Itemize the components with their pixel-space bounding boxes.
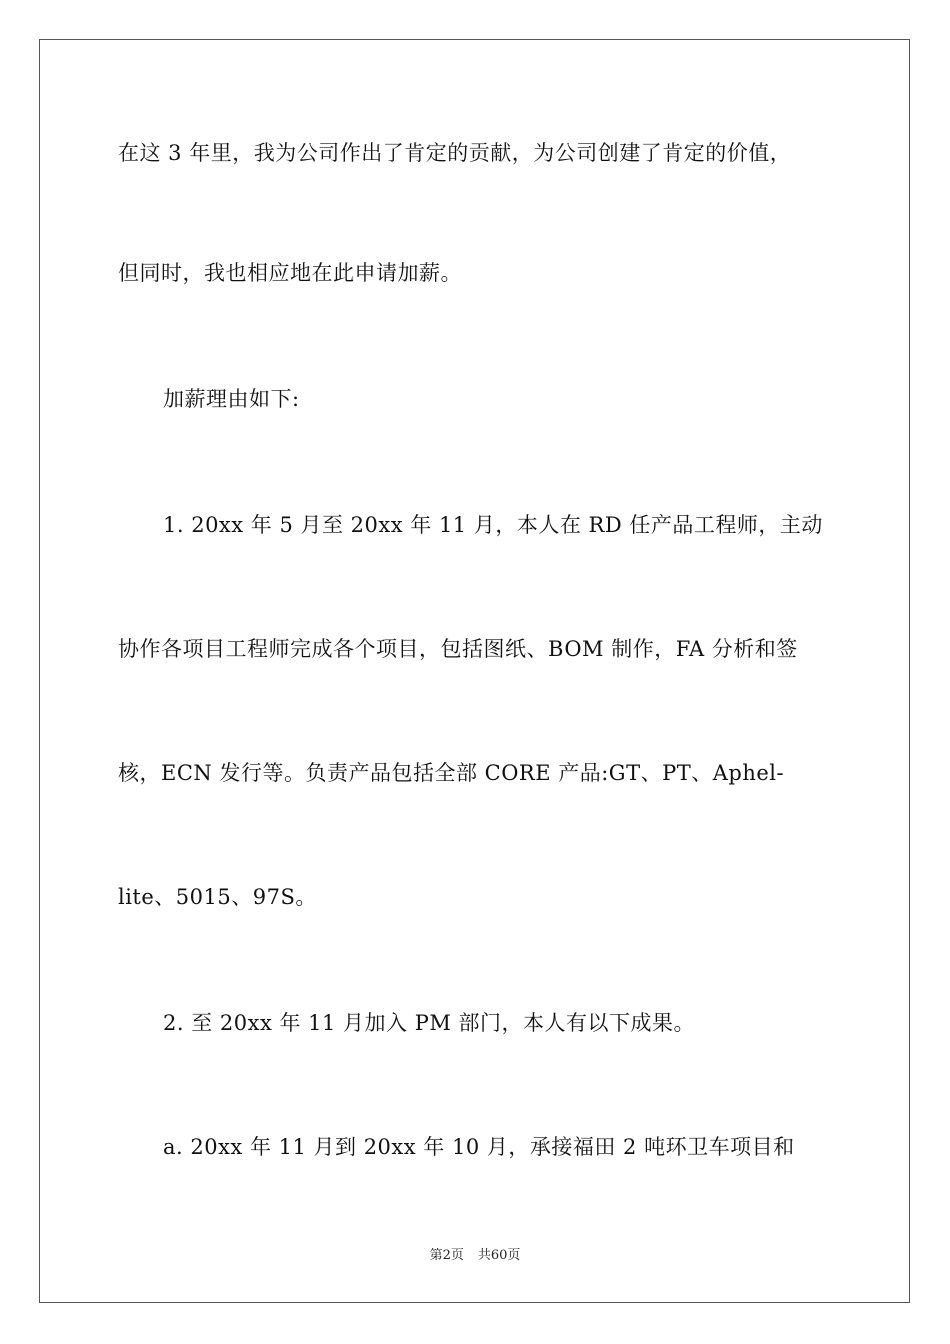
text-line-4: 1. 20xx 年 5 月至 20xx 年 11 月，本人在 RD 任产品工程师，主动 (163, 513, 823, 537)
text-line-8: 2. 至 20xx 年 11 月加入 PM 部门，本人有以下成果。 (163, 1011, 696, 1035)
page-footer (0, 1247, 950, 1265)
text-line-5: 协作各项目工程师完成各个项目，包括图纸、BOM 制作，FA 分析和签 (118, 637, 798, 661)
page-border (39, 39, 910, 1303)
page-number: 第2页 (429, 1248, 464, 1263)
text-line-2: 但同时，我也相应地在此申请加薪。 (118, 261, 462, 285)
text-line-3: 加薪理由如下: (163, 387, 300, 411)
text-line-9: a. 20xx 年 11 月到 20xx 年 10 月，承接福田 2 吨环卫车项目和 (163, 1135, 795, 1159)
page-total: 共60页 (477, 1248, 521, 1263)
text-line-1: 在这 3 年里，我为公司作出了肯定的贡献，为公司创建了肯定的价值， (118, 141, 792, 165)
text-line-6: 核，ECN 发行等。负责产品包括全部 CORE 产品:GT、PT、Aphel- (118, 761, 785, 785)
text-line-7: lite、5015、97S。 (118, 885, 317, 909)
